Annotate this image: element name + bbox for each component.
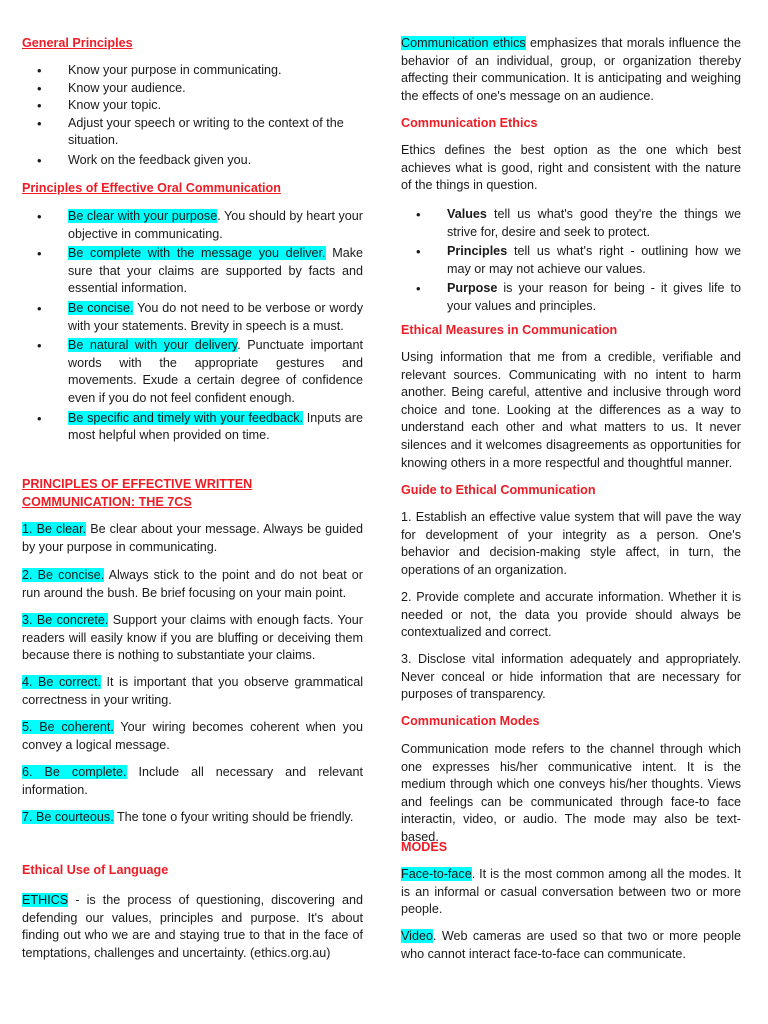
heading-ethical-guide: Guide to Ethical Communication [401, 483, 596, 497]
highlight-lead: 4. Be correct. [22, 675, 101, 689]
measures-paragraph: Using information that me from a credible, verifiable and relevant sources. Communicating with no intent to harm another. Being careful, attentive and inclusive through word choice and tone. Looking at the differences as a way to understand each other and what matters to us. It never silences and it welcomes disagreements as opportunities for knowing others in a more respectful and thoughtful manner. [401, 350, 741, 470]
seven-cs-item [22, 719, 363, 754]
highlight-lead: 1. Be clear. [22, 522, 87, 536]
item-text: . Punctuate important words with the appropriate gestures and movements. Exude a certain degree of confidence even if you do not feel confident enough. [68, 338, 363, 405]
item-text: tell us what's right - outlining how we may or may not achieve our values. [447, 244, 741, 276]
guide-item: 1. Establish an effective value system that will pave the way for development of your integrity as a person. One's behavior and decision-making style affect, in turn, the operations of an organization. [401, 510, 741, 577]
heading-oral-communication: Principles of Effective Oral Communication [22, 181, 281, 195]
list-item [22, 300, 363, 335]
guide-item: 2. Provide complete and accurate information. Whether it is needed or not, the data you provide should always be contextualized and correct. [401, 590, 741, 640]
guide-item: 3. Disclose vital information adequately and appropriately. Never conceal or hide information that are necessary for purposes of transparency. [401, 652, 741, 702]
heading-ethical-measures: Ethical Measures in Communication [401, 323, 618, 337]
highlight-lead: Communication ethics [401, 36, 526, 50]
list-item [401, 243, 741, 278]
list-item [22, 245, 363, 298]
item-text: Include all necessary and relevant information. [22, 765, 363, 797]
heading-communication-modes: Communication Modes [401, 714, 540, 728]
highlight-lead: Face-to-face [401, 867, 472, 881]
item-text: - is the process of questioning, discovering and defending our values, principles and purpose. It's about finding out who we are and staying true to that in the face of temptations, challenges and uncertainty. (ethics.org.au) [22, 893, 363, 960]
ethics-definition [22, 892, 363, 962]
item-text: Support your claims with enough facts. Your readers will easily know if you are bluffing or deceiving them because there is nothing to substantiate your claims. [22, 613, 363, 663]
highlight-lead: Be specific and timely with your feedback. [68, 410, 304, 425]
highlight-lead: ETHICS [22, 893, 69, 907]
highlight-lead: Be clear with your purpose [68, 209, 218, 223]
highlight-lead: 5. Be coherent. [22, 720, 114, 734]
item-text: . It is the most common among all the modes. It is an informal or casual conversation between two or more people. [401, 867, 741, 917]
seven-cs-item [22, 674, 363, 709]
list-item: • Know your purpose in communicating. [22, 62, 363, 80]
heading-modes: MODES [401, 840, 448, 854]
list-item: • Know your topic. [22, 97, 363, 115]
values-list [401, 206, 741, 318]
highlight-lead: 3. Be concrete. [22, 613, 109, 627]
highlight-lead: Be complete with the message you deliver. [68, 246, 326, 261]
ethics-paragraph: Ethics defines the best option as the one which best achieves what is good, right and consistent with the nature of the things in question. [401, 143, 741, 193]
item-text: . You should by heart your objective in communicating. [68, 209, 363, 241]
mode-item [401, 928, 741, 963]
item-text: You do not need to be verbose or wordy with your statements. Brevity in speech is a must. [68, 300, 363, 333]
oral-principles-list [22, 208, 363, 447]
intro-paragraph [401, 35, 741, 105]
seven-cs-item [22, 567, 363, 602]
list-item [22, 410, 363, 445]
list-item [401, 206, 741, 241]
item-text: Always stick to the point and do not beat or run around the bush. Be brief focusing on your main point. [22, 568, 363, 600]
seven-cs-item [22, 521, 363, 556]
item-text: Make sure that your claims are supported by facts and essential information. [68, 246, 363, 296]
modes-paragraph: Communication mode refers to the channel through which one expresses his/her communicative intent. It is the medium through which one conveys his/her thoughts. Views and feelings can be communicated through face-to face interactin, video, or audio. The mode may also be text-based. [401, 742, 741, 844]
item-text: The tone o fyour writing should be friendly. [113, 810, 354, 824]
list-item [401, 280, 741, 315]
highlight-lead: Be natural with your delivery [68, 338, 238, 353]
list-item: • Know your audience. [22, 80, 363, 98]
item-text: tell us what's good they're the things we strive for, desire and seek to protect. [447, 207, 741, 239]
item-text: . Web cameras are used so that two or more people who cannot interact face-to-face can communicate. [401, 929, 741, 961]
item-text: Inputs are most helpful when provided on time. [68, 410, 363, 443]
item-text: Your wiring becomes coherent when you convey a logical message. [22, 720, 363, 752]
item-text: It is important that you observe grammatical correctness in your writing. [22, 675, 363, 707]
item-text: is your reason for being - it gives life to your values and principles. [447, 281, 741, 313]
seven-cs-item [22, 612, 363, 665]
seven-cs-item [22, 809, 363, 827]
heading-general-principles: General Principles [22, 36, 133, 50]
highlight-lead: 6. Be complete. [22, 765, 127, 779]
bold-lead: Principles [447, 244, 508, 259]
bold-lead: Values [447, 207, 487, 221]
heading-communication-ethics: Communication Ethics [401, 116, 538, 130]
highlight-lead: Video [401, 929, 433, 943]
list-item: • Work on the feedback given you. [22, 152, 363, 170]
highlight-lead: 7. Be courteous. [22, 810, 114, 824]
highlight-lead: 2. Be concise. [22, 568, 105, 582]
bold-lead: Purpose [447, 281, 498, 296]
general-principles-list [22, 62, 363, 170]
item-text: emphasizes that morals influence the behavior of an individual, group, or organization thereby affecting their communication. It is anticipating and weighing the effects of one's message on an audience. [401, 36, 741, 103]
seven-cs-item [22, 764, 363, 799]
list-item [22, 337, 363, 407]
highlight-lead: Be concise. [68, 300, 134, 315]
heading-written-communication: PRINCIPLES OF EFFECTIVE WRITTEN COMMUNICATION: THE 7CS [22, 477, 253, 509]
list-item: • Adjust your speech or writing to the context of the situation. [22, 115, 363, 150]
mode-item [401, 866, 741, 919]
list-item [22, 208, 363, 243]
heading-ethical-language: Ethical Use of Language [22, 863, 169, 877]
item-text: Be clear about your message. Always be guided by your purpose in communicating. [22, 522, 363, 554]
